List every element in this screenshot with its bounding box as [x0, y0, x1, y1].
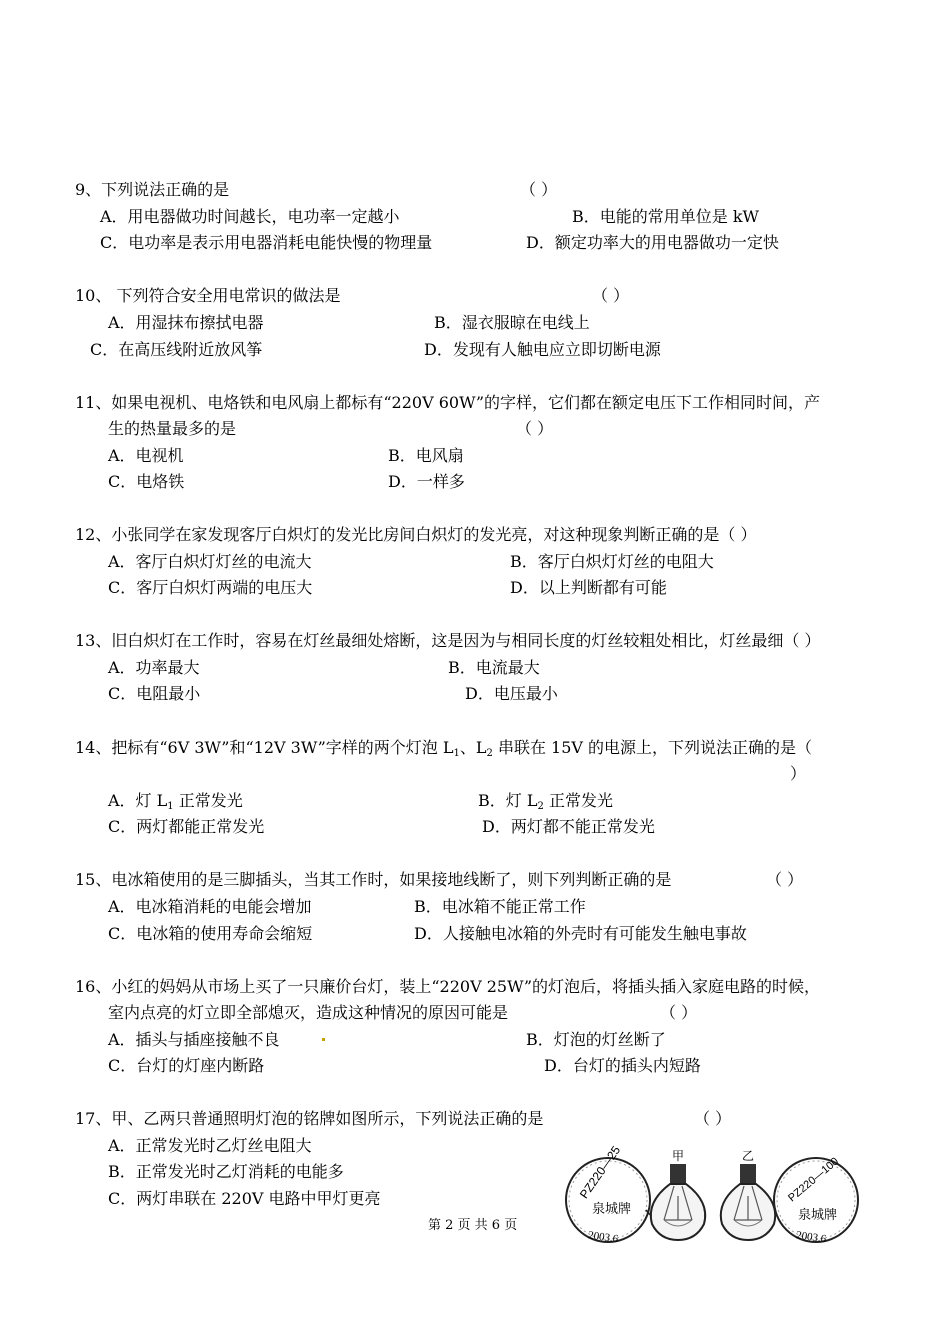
q13-option-a: A．功率最大 [108, 658, 200, 677]
page-footer: 第 2 页 共 6 页 [428, 1218, 518, 1233]
q14-option-d: D．两灯都不能正常发光 [482, 817, 655, 836]
q14-option-a: A．灯 $L_1$ 正常发光 [108, 791, 243, 812]
q9-answer-paren: （ ） [520, 180, 558, 199]
bulb-nameplate-figure [560, 1140, 860, 1318]
q14-option-b: B．灯 $L_2$ 正常发光 [478, 791, 613, 812]
q11-option-a: A．电视机 [108, 446, 184, 465]
q14-answer-paren: ） [790, 764, 807, 783]
q10-stem: 10、 下列符合安全用电常识的做法是 [75, 286, 341, 305]
q15-stem: 15、电冰箱使用的是三脚插头，当其工作时，如果接地线断了，则下列判断正确的是 [75, 870, 672, 889]
q9-option-d: D．额定功率大的用电器做功一定快 [526, 233, 779, 252]
q14-stem: 14、把标有“6V 3W”和“12V 3W”字样的两个灯泡 $L_1$、$L_2$ 串联在 15V 的电源上，下列说法正确的是（ [75, 738, 813, 759]
right-nameplate [774, 1155, 858, 1245]
left-brand: 泉城牌 [592, 1202, 632, 1217]
left-nameplate [566, 1143, 650, 1245]
q13-stem: 13、旧白炽灯在工作时，容易在灯丝最细处熔断，这是因为与相同长度的灯丝较粗处相比，灯丝最细（ ） [75, 631, 821, 650]
q14-option-c: C．两灯都能正常发光 [108, 817, 265, 836]
q10-option-a: A．用湿抹布擦拭电器 [108, 313, 264, 332]
q13-option-c: C．电阻最小 [108, 684, 201, 703]
q16-option-b: B．灯泡的灯丝断了 [526, 1030, 666, 1049]
left-bulb-icon [651, 1149, 705, 1240]
q15-answer-paren: （ ） [766, 870, 804, 889]
q15-option-d: D．人接触电冰箱的外壳时有可能发生触电事故 [414, 924, 747, 943]
q10-answer-paren: （ ） [592, 286, 630, 305]
stray-dot [322, 1038, 325, 1041]
q15-option-b: B．电冰箱不能正常工作 [414, 897, 586, 916]
left-date: 2003.6 [587, 1229, 619, 1246]
q13-option-d: D．电压最小 [465, 684, 558, 703]
left-rating: PZ220—25 [576, 1143, 624, 1202]
q10-option-c: C．在高压线附近放风筝 [90, 340, 263, 359]
q16-stem-continued: 室内点亮的灯立即全部熄灭，造成这种情况的原因可能是 [108, 1003, 509, 1022]
q17-option-b: B．正常发光时乙灯消耗的电能多 [108, 1162, 344, 1181]
q12-option-b: B．客厅白炽灯灯丝的电阻大 [510, 552, 714, 571]
right-bulb-icon [721, 1149, 775, 1240]
q11-option-c: C．电烙铁 [108, 472, 185, 491]
q9-stem: 9、下列说法正确的是 [75, 180, 230, 199]
q9-option-a: A．用电器做功时间越长，电功率一定越小 [100, 207, 400, 226]
q16-option-a: A．插头与插座接触不良 [108, 1030, 280, 1049]
q17-answer-paren: （ ） [694, 1109, 732, 1128]
q9-option-b: B．电能的常用单位是 kW [572, 207, 759, 226]
q11-answer-paren: （ ） [516, 419, 554, 438]
q9-option-c: C．电功率是表示用电器消耗电能快慢的物理量 [100, 233, 433, 252]
right-rating: PZ220—100 [786, 1155, 842, 1205]
q15-option-a: A．电冰箱消耗的电能会增加 [108, 897, 312, 916]
q16-option-d: D．台灯的插头内短路 [544, 1056, 701, 1075]
q17-option-c: C．两灯串联在 220V 电路中甲灯更亮 [108, 1189, 381, 1208]
q11-option-b: B．电风扇 [388, 446, 464, 465]
q17-option-a: A．正常发光时乙灯丝电阻大 [108, 1136, 312, 1155]
q10-option-b: B．湿衣服晾在电线上 [434, 313, 590, 332]
q12-stem: 12、小张同学在家发现客厅白炽灯的发光比房间白炽灯的发光亮，对这种现象判断正确的是（ ） [75, 525, 757, 544]
label-jia: 甲 [672, 1149, 685, 1163]
q12-option-c: C．客厅白炽灯两端的电压大 [108, 578, 313, 597]
q12-option-a: A．客厅白炽灯灯丝的电流大 [108, 552, 312, 571]
label-yi: 乙 [742, 1149, 755, 1163]
q10-option-d: D．发现有人触电应立即切断电源 [424, 340, 661, 359]
q11-option-d: D．一样多 [388, 472, 465, 491]
q17-stem: 17、甲、乙两只普通照明灯泡的铭牌如图所示，下列说法正确的是 [75, 1109, 544, 1128]
q15-option-c: C．电冰箱的使用寿命会缩短 [108, 924, 313, 943]
q16-answer-paren: （ ） [660, 1003, 698, 1022]
right-brand: 泉城牌 [798, 1208, 838, 1223]
q16-option-c: C．台灯的灯座内断路 [108, 1056, 265, 1075]
q11-stem-continued: 生的热量最多的是 [108, 419, 237, 438]
q11-stem: 11、如果电视机、电烙铁和电风扇上都标有“220V 60W”的字样，它们都在额定电压下工作相同时间，产 [75, 393, 821, 412]
q13-option-b: B．电流最大 [448, 658, 540, 677]
q16-stem: 16、小红的妈妈从市场上买了一只廉价台灯，装上“220V 25W”的灯泡后，将插头插入家庭电路的时候， [75, 977, 821, 996]
right-date: 2003.6 [795, 1229, 827, 1246]
q12-option-d: D．以上判断都有可能 [510, 578, 667, 597]
